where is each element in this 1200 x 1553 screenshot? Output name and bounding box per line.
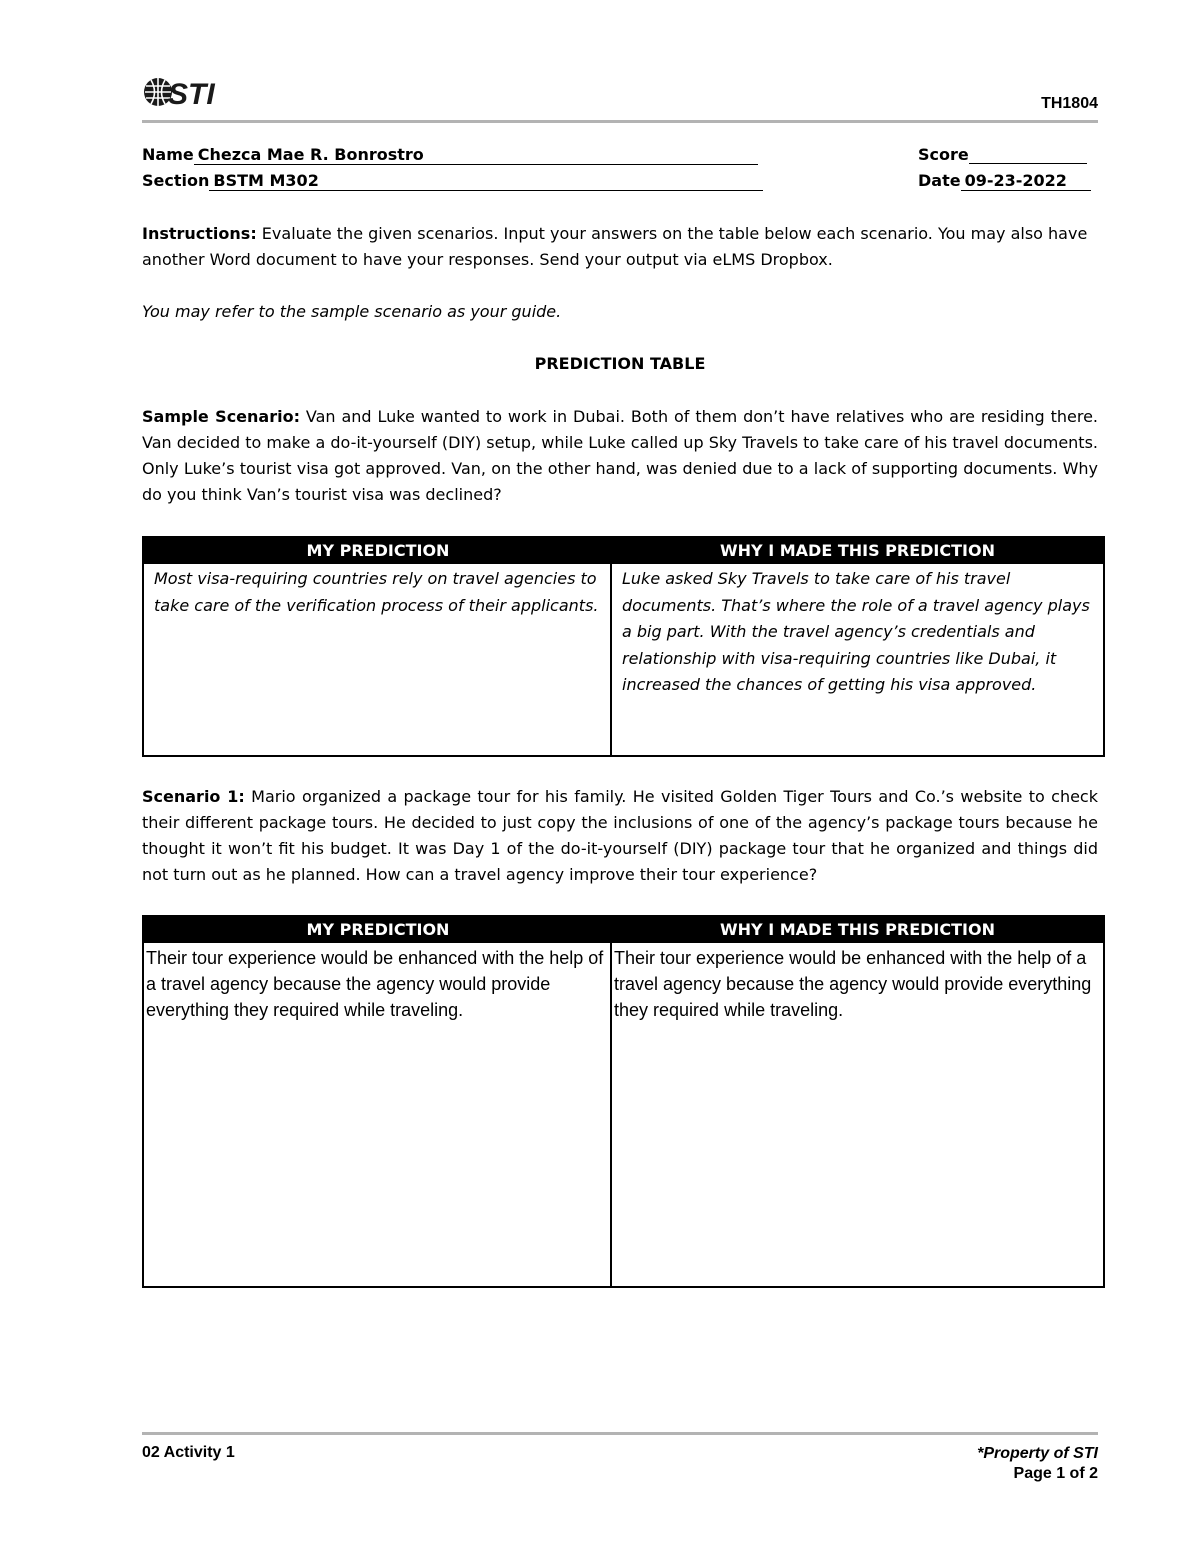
scenario-1	[142, 784, 1098, 888]
logo-wordmark: STI	[168, 78, 215, 111]
document-code: TH1804	[1041, 95, 1098, 112]
col-header-reason: WHY I MADE THIS PREDICTION	[720, 920, 995, 939]
date-field	[918, 171, 1091, 191]
score-field	[918, 145, 1087, 164]
sample-scenario-text: Van and Luke wanted to work in Dubai. Both of them don’t have relatives who are residing there. Van decided to make a do-it-yourself (DIY) setup, while Luke called up Sky Travels to take care of his travel documents. Only Luke’s tourist visa got approved. Van, on the other hand, was denied due to a lack of supporting documents. Why do you think Van’s tourist visa was declined?	[142, 407, 1099, 504]
sample-prediction-cell: Most visa-requiring countries rely on travel agencies to take care of the verification process of their applicants.	[144, 564, 612, 755]
name-label: Name	[142, 145, 194, 164]
name-field	[142, 145, 758, 165]
header-rule	[142, 120, 1098, 123]
section-input[interactable]: BSTM M302	[209, 171, 763, 191]
section-field	[142, 171, 763, 191]
date-label: Date	[918, 171, 961, 190]
score-label: Score	[918, 145, 969, 164]
footer-activity: 02 Activity 1	[142, 1444, 235, 1461]
date-input[interactable]: 09-23-2022	[961, 171, 1091, 191]
sample-scenario-label: Sample Scenario:	[142, 407, 300, 426]
page-title: PREDICTION TABLE	[534, 354, 706, 373]
col-header-prediction: MY PREDICTION	[306, 920, 450, 939]
scenario-1-text: Mario organized a package tour for his family. He visited Golden Tiger Tours and Co.’s website to check their different package tours. He decided to just copy the inclusions of one of the agency’s package tours because he thought it won’t fit his budget. It was Day 1 of the do-it-yourself (DIY) package tour that he organized and things did not turn out as he planned. How can a travel agency improve their tour experience?	[142, 787, 1098, 884]
scenario-1-label: Scenario 1:	[142, 787, 245, 806]
sample-prediction-table	[142, 536, 1105, 757]
section-label: Section	[142, 171, 210, 190]
col-header-prediction: MY PREDICTION	[306, 541, 450, 560]
instructions-label: Instructions:	[142, 224, 257, 243]
sti-logo	[142, 72, 222, 112]
instructions-text: Evaluate the given scenarios. Input your answers on the table below each scenario. You may also have another Word document to have your responses. Send your output via eLMS Dropbox.	[142, 224, 1088, 269]
scenario-1-prediction-table	[142, 915, 1105, 1288]
scenario-1-prediction-input[interactable]: Their tour experience would be enhanced with the help of a travel agency because the agency would provide everything they required while traveling.	[144, 943, 612, 1286]
col-header-reason: WHY I MADE THIS PREDICTION	[720, 541, 995, 560]
scenario-1-reason-input[interactable]: Their tour experience would be enhanced with the help of a travel agency because the agency would provide everything they required while traveling.	[614, 948, 1092, 1020]
guide-note: You may refer to the sample scenario as your guide.	[142, 302, 562, 321]
sample-reason-cell: Luke asked Sky Travels to take care of his travel documents. That’s where the role of a travel agency plays a big part. With the travel agency’s credentials and relationship with visa-requiring countries like Dubai, it increased the chances of getting his visa approved.	[622, 569, 1090, 694]
footer-page-number: Page 1 of 2	[1013, 1465, 1098, 1482]
footer-property: *Property of STI	[977, 1445, 1098, 1462]
footer-rule	[142, 1432, 1098, 1435]
sample-scenario	[142, 404, 1098, 508]
footer-right	[977, 1444, 1098, 1484]
name-input[interactable]: Chezca Mae R. Bonrostro	[194, 145, 758, 165]
instructions	[142, 221, 1098, 273]
score-input[interactable]	[969, 145, 1087, 164]
